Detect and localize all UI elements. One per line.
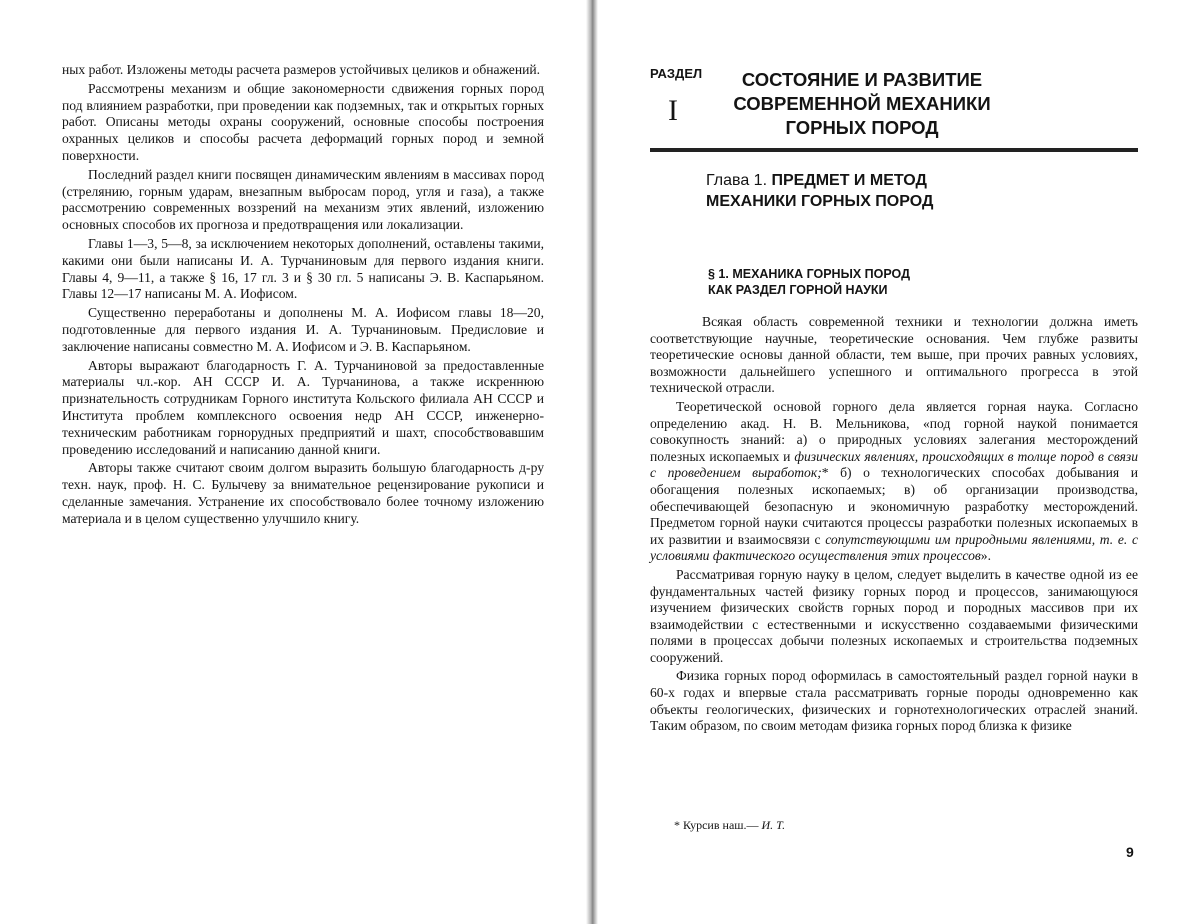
right-paragraph-3: Рассматривая горную науку в целом, следует выделить в качестве одной из ее фундаментальных частей физику горных пород и процессов, занимающуюся изучением физических свойств горных пород и породных массивов при их взаимодействии с естественными и искусственно создаваемыми физическими полями в процессах добычи полезных ископаемых и строительства подземных сооружений.: [650, 567, 1138, 667]
chapter-prefix: Глава 1.: [706, 172, 767, 189]
right-paragraph-1: Всякая область современной техники и технологии должна иметь соответствующие научные, теоретические основания. Чем глубже развиты теоретические основы данной области, тем выше, при прочих равных условиях, возможности дальнейшего успешного и оптимального прогресса в этой технической отрасли.: [650, 314, 1138, 397]
section-label: РАЗДЕЛ: [650, 66, 712, 81]
section-number: I: [668, 96, 678, 126]
paragraph-heading-line-1: § 1. МЕХАНИКА ГОРНЫХ ПОРОД: [708, 266, 910, 282]
left-paragraph-5: Существенно переработаны и дополнены М. А. Иофисом главы 18—20, подготовленные для первого издания И. А. Турчаниновым. Предисловие и заключение написаны совместно М. А. Иофисом и Э. В. Каспарьяном.: [62, 305, 544, 355]
chapter-heading: [706, 170, 933, 212]
right-paragraph-2: Теоретической основой горного дела является горная наука. Согласно определению акад. Н. В. Мельникова, «под горной наукой понимается совокупность знаний: а) о природных условиях залегания месторождений полезных ископаемых и физических явлениях, происходящих в толще пород в связи с проведением выработок;* б) о технологических способах добывания и обогащения полезных ископаемых; в) об организации производства, обеспечивающей безопасную и экономичную разработку месторождений. Предметом горной науки считаются процессы разработки полезных ископаемых в их развитии и взаимосвязи с сопутствующими им природными явлениями, т. е. с условиями фактического осуществления этих процессов».: [650, 399, 1138, 565]
left-paragraph-6: Авторы выражают благодарность Г. А. Турчаниновой за предоставленные материалы чл.-кор. АН СССР И. А. Турчанинова, а также искреннюю признательность сотрудникам Горного института Кольского филиала АН СССР и Института проблем комплексного освоения недр АН СССР, инженерно-техническим работникам горнорудных предприятий и шахт, способствовавшим проведению исследований и написанию данной книги.: [62, 358, 544, 459]
right-paragraph-4: Физика горных пород оформилась в самостоятельный раздел горной науки в 60-х годах и впервые стала рассматривать горные породы одновременно как объекты геологических, физических и горнотехнологических отраслей знаний. Таким образом, по своим методам физика горных пород близка к физике: [650, 668, 1138, 734]
left-paragraph-2: Рассмотрены механизм и общие закономерности сдвижения горных пород под влиянием разработки, при проведении как подземных, так и открытых горных работ. Описаны методы охраны сооружений, основные способы построения охранных целиков и способы расчета деформаций горных пород и земной поверхности.: [62, 81, 544, 165]
left-paragraph-7: Авторы также считают своим долгом выразить большую благодарность д-ру техн. наук, проф. Н. С. Булычеву за внимательное рецензирование рукописи и сделанные замечания. Устранение их способствовало более точному изложению материала и в целом существенно улучшило книгу.: [62, 460, 544, 527]
section-title: СОСТОЯНИЕ И РАЗВИТИЕ СОВРЕМЕННОЙ МЕХАНИКИ ГОРНЫХ ПОРОД: [712, 68, 1012, 140]
left-page: [62, 62, 544, 530]
left-paragraph-4: Главы 1—3, 5—8, за исключением некоторых дополнений, оставлены такими, какими они были написаны И. А. Турчаниновым для первого издания книги. Главы 4, 9—11, а также § 16, 17 гл. 3 и § 30 гл. 5 написаны Э. В. Каспарьяном. Главы 12—17 написаны М. А. Иофисом.: [62, 236, 544, 303]
footnote: * Курсив наш.— И. Т.: [674, 818, 785, 833]
book-gutter: [586, 0, 598, 924]
left-paragraph-3: Последний раздел книги посвящен динамическим явлениям в массивах пород (стрелянию, горным ударам, внезапным выбросам пород, угля и газа), а также рассмотрению современных воззрений на механизм этих явлений, изложению основных способов их прогноза и предотвращения или локализации.: [62, 167, 544, 234]
right-body: [650, 314, 1138, 737]
paragraph-heading: [708, 266, 910, 298]
chapter-title-line-1: ПРЕДМЕТ И МЕТОД: [771, 172, 926, 189]
page-number: 9: [1126, 844, 1134, 860]
paragraph-heading-line-2: КАК РАЗДЕЛ ГОРНОЙ НАУКИ: [708, 282, 910, 298]
section-rule: [650, 148, 1138, 152]
chapter-title-line-2: МЕХАНИКИ ГОРНЫХ ПОРОД: [706, 193, 933, 210]
left-paragraph-1: ных работ. Изложены методы расчета размеров устойчивых целиков и обнажений.: [62, 62, 544, 79]
